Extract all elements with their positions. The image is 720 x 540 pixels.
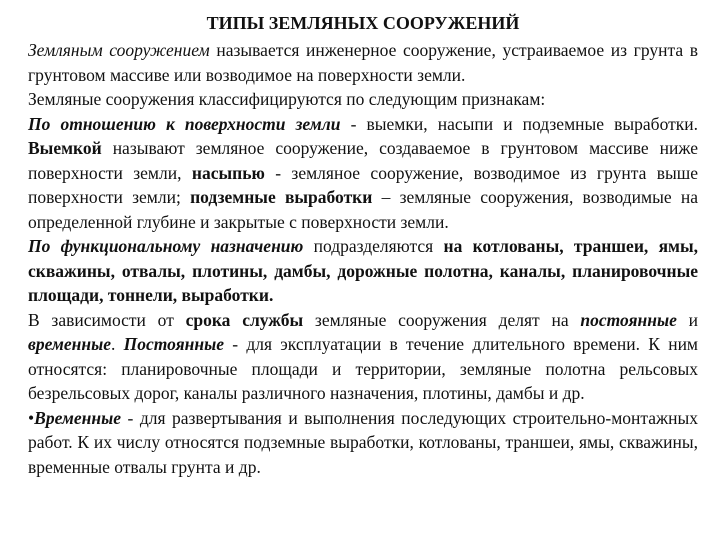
lifetime-text-3: и bbox=[676, 309, 699, 330]
surface-text-1: - выемки, насыпи и подземные выработки. bbox=[340, 113, 698, 134]
bullet-icon: • bbox=[28, 407, 35, 428]
lifetime-text-1: В зависимости от bbox=[28, 309, 186, 330]
by-function-paragraph bbox=[28, 234, 698, 308]
criterion-surface: По отношению к поверхности земли bbox=[28, 113, 341, 134]
temporary-text: - для развертывания и выполнения последующих строительно-монтажных работ. К их числу относятся подземные выработки, котлованы, траншеи, ямы, скважины, временные отвалы грунта и др. bbox=[28, 407, 698, 477]
criterion-lifetime: срока службы bbox=[185, 309, 304, 330]
temporary-paragraph bbox=[28, 406, 698, 480]
definition-text: называется инженерное сооружение, устраиваемое из грунта в грунтовом массиве или возводимое на поверхности земли. bbox=[28, 40, 698, 85]
surface-text-4: – земляные сооружения, возводимые на определенной глубине и закрытые с поверхности земли. bbox=[28, 187, 698, 232]
term-underground-workings: подземные выработки bbox=[190, 187, 373, 207]
page-title: ТИПЫ ЗЕМЛЯНЫХ СООРУЖЕНИЙ bbox=[206, 13, 520, 33]
term-temporary-lead: Временные bbox=[34, 407, 121, 428]
term-permanent-lead: Постоянные bbox=[123, 334, 225, 354]
function-list: на котлованы, траншеи, ямы, скважины, отвалы, плотины, дамбы, дорожные полотна, каналы, планировочные площади, тоннели, выработки. bbox=[28, 236, 698, 305]
term-temporary: временные bbox=[28, 334, 111, 354]
document-body bbox=[28, 38, 698, 479]
definition-paragraph bbox=[28, 38, 698, 87]
classification-intro bbox=[28, 87, 698, 112]
defined-term: Земляным сооружением bbox=[28, 40, 210, 60]
lifetime-text-5: - для эксплуатации в течение длительного времени. К ним относятся: планировочные площади и территории, земляные полотна рельсовых безрельсовых дорог, каналы различного назначения, плотины, дамбы и др. bbox=[28, 334, 699, 403]
term-excavation: Выемкой bbox=[28, 138, 102, 158]
intro-text: Земляные сооружения классифицируются по следующим признакам: bbox=[28, 89, 546, 109]
surface-text-3: - земляное сооружение, возводимое из грунта выше поверхности земли; bbox=[28, 162, 698, 207]
criterion-function: По функциональному назначению bbox=[28, 236, 304, 256]
by-lifetime-paragraph bbox=[28, 308, 698, 406]
term-embankment: насыпью bbox=[191, 162, 265, 183]
term-permanent: постоянные bbox=[580, 309, 677, 330]
surface-text-2: называют земляное сооружение, создаваемое в грунтовом массиве ниже поверхности земли, bbox=[28, 138, 698, 183]
by-surface-paragraph bbox=[28, 112, 698, 235]
lifetime-text-4: . bbox=[111, 334, 124, 354]
function-text: подразделяются bbox=[303, 236, 444, 256]
lifetime-text-2: земляные сооружения делят на bbox=[303, 309, 581, 330]
